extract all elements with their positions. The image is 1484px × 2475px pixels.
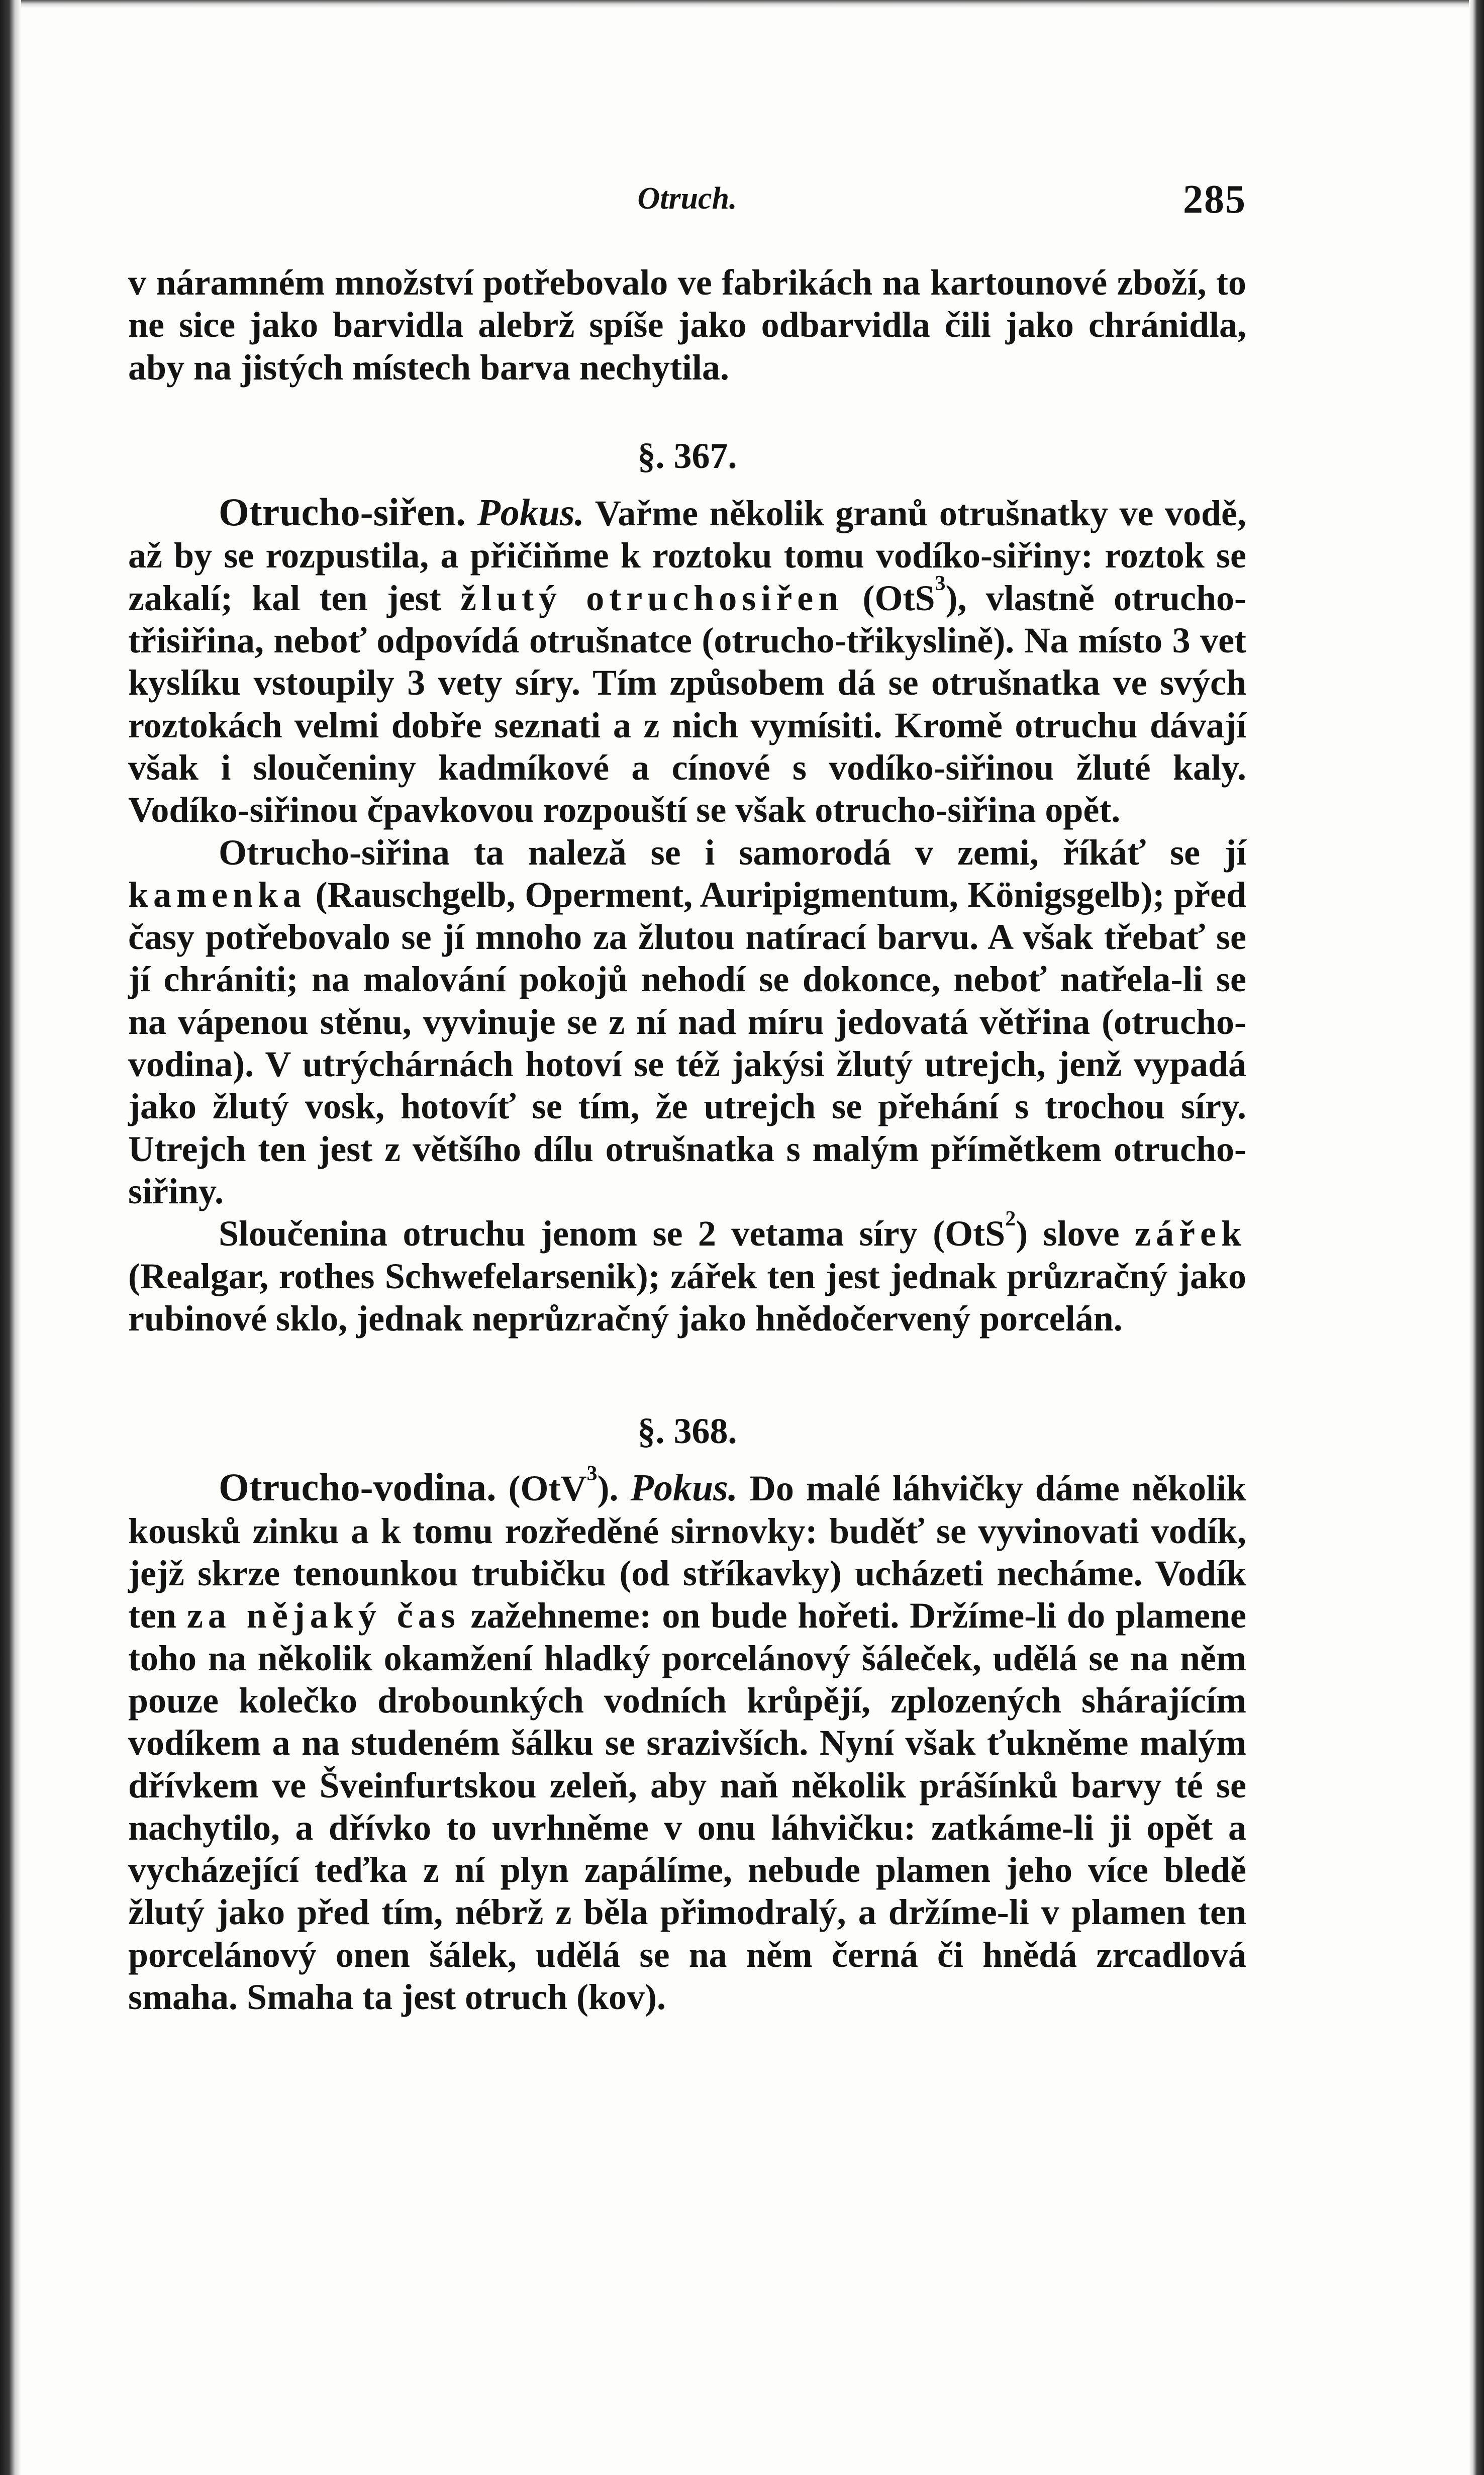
spaced-term: kamenka — [128, 874, 307, 915]
text-run: zažehneme: on bude hořeti. Držíme-li do plamene toho na několik okamžení hladký porcelánový šáleček, udělá se na něm pouze kolečko drobounkých vodních krůpějí, zplozených shárajícím vodíkem a na studeném šálku se srazivších. Nyní však ťukněme malým dřívkem ve Šveinfurtskou zeleň, aby naň několik prášínků barvy té se nachytilo, a dřívko to uvrhněme v onu láhvičku: zatkáme-li ji opět a vycházející teďka z ní plyn zapálíme, nebude plamen jeho více bledě žlutý jako před tím, nébrž z běla přimodralý, a držíme-li v plamen ten porcelánový onen šálek, udělá se na něm černá či hnědá zrcadlová smaha. Smaha ta jest otruch (kov). — [128, 1595, 1247, 2017]
text-run: (OtS — [843, 578, 935, 618]
paragraph-otrucho-vodina — [128, 1462, 1247, 2018]
experiment-label: Pokus. — [477, 492, 584, 534]
text-run: (Rauschgelb, Operment, Auripigmentum, Königsgelb); před časy potřebovalo se jí mnoho za žlutou natírací barvu. A však třebať se jí chrániti; na malování pokojů nehodí se dokonce, neboť natřela-li se na vápenou stěnu, vyvinuje se z ní nad míru jedovatá větřina (otrucho-vodina). V utrýchárnách hotoví se též jakýsi žlutý utrejch, jenž vypadá jako žlutý vosk, hotovíť se tím, že utrejch se přehání s trochou síry. Utrejch ten jest z většího dílu otrušnatka s malým přímětkem otrucho-siřiny. — [128, 874, 1246, 1211]
text-run: (OtV — [496, 1468, 587, 1509]
experiment-label: Pokus. — [630, 1467, 738, 1509]
text-run: Vařme několik granů otrušnatky ve vodě, až by se rozpustila, a přičiňme k roztoku tomu vodíko-siřiny: roztok se zakalí; kal ten jest — [128, 493, 1246, 618]
page-number: 285 — [1183, 177, 1246, 222]
spaced-term: zářek — [1135, 1213, 1246, 1254]
section-heading-367: §. 367. — [637, 435, 737, 476]
section-heading-368: §. 368. — [637, 1411, 737, 1452]
spaced-term: žlutý otruchosiřen — [460, 578, 844, 618]
superscript: 2 — [1005, 1207, 1016, 1231]
text-run: Do malé láhvičky dáme několik kousků zinku a k tomu rozředěné sirnovky: buděť se vyvinovati vodík, jejž skrze tenounkou trubičku (od stříkavky) ucházeti necháme. Vodík ten — [128, 1468, 1246, 1636]
paragraph-continuation: v náramném množství potřebovalo ve fabrikách na kartounové zboží, to ne sice jako barvidla alebrž spíše jako odbarvidla čili jako chránidla, aby na jistých místech barva nechytila. — [128, 262, 1246, 388]
spaced-term: za nějaký čas — [186, 1595, 460, 1636]
superscript: 3 — [935, 572, 946, 595]
scan-edge-left — [0, 0, 21, 2475]
text-run: (Realgar, rothes Schwefelarsenik); zářek ten jest jednak průzračný jako rubinové sklo, jednak neprůzračný jako hnědočervený porcelán. — [128, 1256, 1246, 1339]
term-heading: Otrucho-siřen. — [219, 490, 466, 534]
text-run: ) slove — [1016, 1213, 1135, 1254]
page-header — [128, 177, 1246, 236]
scan-edge-right — [1469, 0, 1484, 2475]
scan-edge-top — [0, 0, 1484, 8]
text-run: ). — [597, 1468, 631, 1509]
paragraph-zarek — [128, 1207, 1246, 1340]
text-run: ), vlastně otrucho-třisiřina, neboť odpovídá otrušnatce (otrucho-třikyslině). Na místo 3 vet kyslíku vstoupily 3 vety síry. Tím způsobem dá se otrušnatka ve svých roztokách velmi dobře seznati a z nich vymísiti. Kromě otruchu dávají však i sloučeniny kadmíkové a cínové s vodíko-siřinou žluté kaly. Vodíko-siřinou čpavkovou rozpouští se však otrucho-siřina opět. — [128, 578, 1247, 830]
paragraph-kamenka — [128, 831, 1246, 1213]
running-head: Otruch. — [637, 181, 737, 216]
text-run: Otrucho-siřina ta naleză se i samorodá v zemi, říkáť se jí — [219, 832, 1246, 873]
paragraph-otrucho-siren — [128, 491, 1246, 831]
term-heading: Otrucho-vodina. — [219, 1465, 497, 1509]
text-run: Sloučenina otruchu jenom se 2 vetama síry (OtS — [219, 1213, 1006, 1254]
superscript: 3 — [586, 1462, 598, 1486]
page-body — [128, 261, 1246, 2018]
